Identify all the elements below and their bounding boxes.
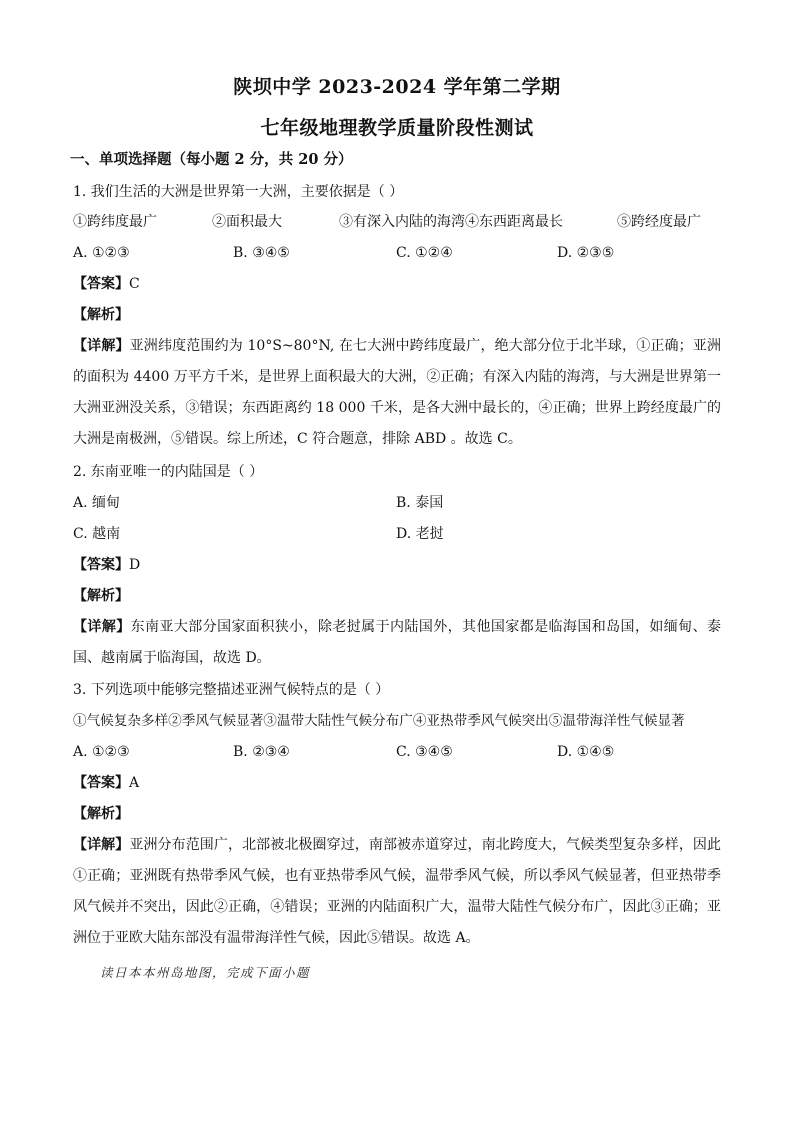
answer-tag: 【答案】 <box>73 276 129 292</box>
q1-option-a: A. ①②③ <box>73 245 130 261</box>
q1-detail <box>73 331 721 455</box>
exam-title: 七年级地理教学质量阶段性测试 <box>260 117 534 139</box>
school-title: 陕坝中学 2023-2024 学年第二学期 <box>233 76 561 98</box>
detail-text: 亚洲分布范围广，北部被北极圈穿过，南部被赤道穿过，南北跨度大，气候类型复杂多样，因此①正确；亚洲既有热带季风气候，也有亚热带季风气候，温带季风气候，所以季风气候显著，但亚热带季风气候并不突出，因此②正确，④错误；亚洲的内陆面积广大，温带大陆性气候分布广，因此③正确；亚洲位于亚欧大陆东部没有温带海洋性气候，因此⑤错误。故选 A。 <box>73 837 722 946</box>
answer-tag: 【答案】 <box>73 775 129 791</box>
q1-item: ⑤跨经度最广 <box>617 214 701 230</box>
q2-option-a: A. 缅甸 <box>73 495 121 511</box>
q1-answer <box>73 274 140 294</box>
detail-tag: 【详解】 <box>73 338 130 354</box>
q2-option-b: B. 泰国 <box>396 495 444 511</box>
q1-option-d: D. ②③⑤ <box>557 245 615 261</box>
q3-answer <box>73 773 139 793</box>
q1-item: ①跨纬度最广 <box>73 214 157 230</box>
map-reading-prompt: 读日本本州岛地图，完成下面小题 <box>100 965 311 980</box>
q1-analysis-tag: 【解析】 <box>73 307 129 323</box>
q2-analysis-tag: 【解析】 <box>73 588 129 604</box>
detail-text: 东南亚大部分国家面积狭小，除老挝属于内陆国外，其他国家都是临海国和岛国，如缅甸、泰国、越南属于临海国，故选 D。 <box>73 619 722 666</box>
q2-option-d: D. 老挝 <box>396 526 444 542</box>
q2-option-c: C. 越南 <box>73 526 121 542</box>
q3-analysis-tag: 【解析】 <box>73 806 129 822</box>
detail-tag: 【详解】 <box>73 837 130 853</box>
detail-text: 亚洲纬度范围约为 10°S~80°N, 在七大洲中跨纬度最广，绝大部分位于北半球，①正确；亚洲的面积为 4400 万平方千米，是世界上面积最大的大洲，②正确；有深入内陆的海湾，与大洲是世界第一大洲亚洲没关系，③错误；东西距离约 18 000 千米，是各大洲中最长的，④正确；世界上跨经度最广的大洲是南极洲，⑤错误。综上所述，C 符合题意，排除 ABD 。故选 C。 <box>73 338 722 447</box>
q1-option-c: C. ①②④ <box>396 245 453 261</box>
q1-option-b: B. ③④⑤ <box>233 245 290 261</box>
q3-items: ①气候复杂多样②季风气候显著③温带大陆性气候分布广④亚热带季风气候突出⑤温带海洋性气候显著 <box>73 713 685 729</box>
q2-answer <box>73 555 140 575</box>
q1-item: ③有深入内陆的海湾④东西距离最长 <box>339 214 563 230</box>
answer-value: D <box>129 557 141 573</box>
section-heading: 一、单项选择题（每小题 2 分，共 20 分） <box>70 151 353 168</box>
q2-detail <box>73 612 721 674</box>
detail-tag: 【详解】 <box>73 619 131 635</box>
q3-option-a: A. ①②③ <box>73 744 130 760</box>
q2-stem: 2. 东南亚唯一的内陆国是（ ） <box>73 464 264 480</box>
q3-stem: 3. 下列选项中能够完整描述亚洲气候特点的是（ ） <box>73 682 390 698</box>
answer-tag: 【答案】 <box>73 557 129 573</box>
q3-option-b: B. ②③④ <box>233 744 290 760</box>
q3-option-d: D. ①④⑤ <box>557 744 615 760</box>
answer-value: C <box>129 276 140 292</box>
q1-stem: 1. 我们生活的大洲是世界第一大洲，主要依据是（ ） <box>73 184 404 200</box>
answer-value: A <box>129 775 140 791</box>
q1-item: ②面积最大 <box>212 214 282 230</box>
q3-option-c: C. ③④⑤ <box>396 744 453 760</box>
q3-detail <box>73 830 721 954</box>
